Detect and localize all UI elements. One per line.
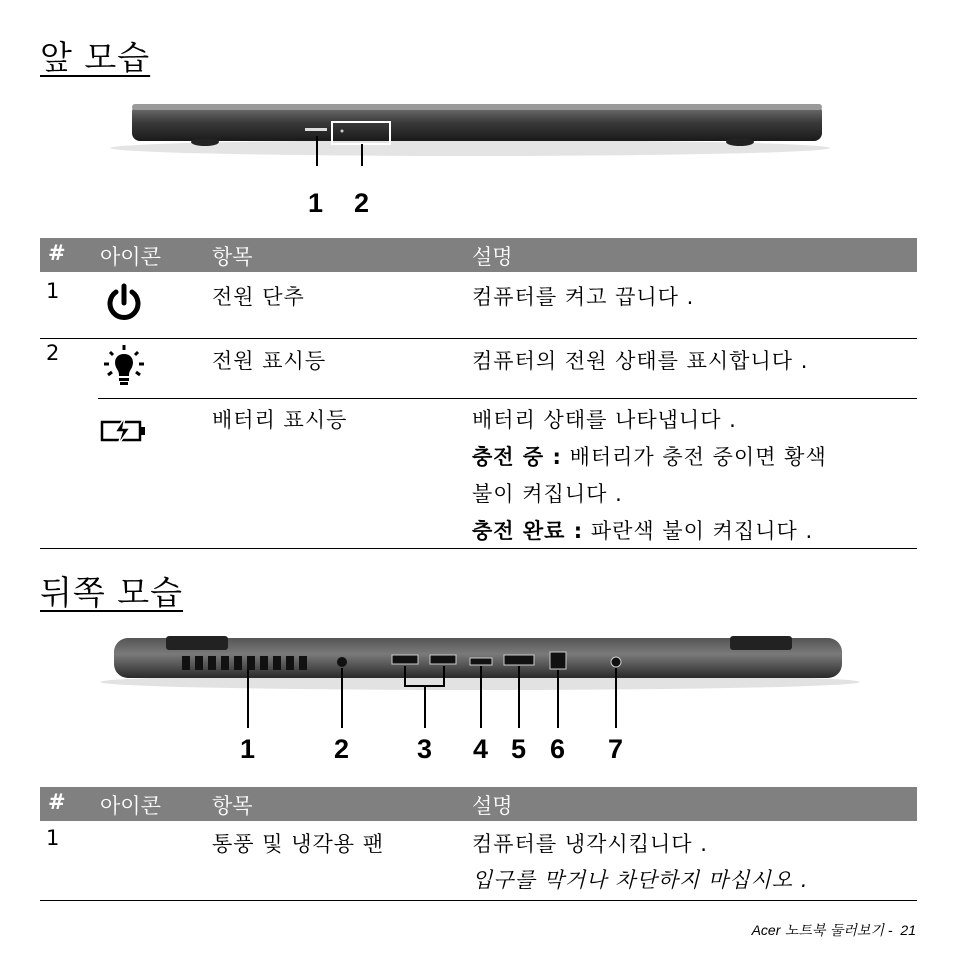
row-num: 1: [46, 826, 61, 850]
header-item: 항목: [212, 245, 253, 269]
rear-callout-2: 2: [334, 734, 350, 764]
complete-label: 충전 완료 :: [472, 519, 584, 543]
header-num: #: [48, 241, 66, 265]
rear-callout-4: 4: [473, 734, 489, 764]
row-item: 배터리 표시등: [212, 408, 348, 432]
row-divider: [98, 398, 917, 399]
header-desc: 설명: [472, 245, 513, 269]
laptop-front-illustration: [110, 96, 830, 166]
row-divider: [40, 338, 917, 339]
header-icon: 아이콘: [100, 794, 161, 818]
rear-view-heading: 뒤쪽 모습: [40, 573, 184, 612]
charging-text: 배터리가 충전 중이면 황색: [561, 445, 827, 469]
rear-table-header: [40, 787, 917, 821]
row-desc: 컴퓨터를 냉각시킵니다 .: [472, 832, 708, 856]
footer-sep: -: [883, 922, 897, 938]
row-desc: 배터리 상태를 나타냅니다 .: [472, 408, 737, 432]
row-item: 전원 표시등: [212, 349, 327, 373]
power-indicator-icon: [102, 344, 146, 388]
table-bottom-rule: [40, 900, 917, 901]
front-table-header: [40, 238, 917, 272]
row-warning: 입구를 막거나 차단하지 마십시오 .: [472, 868, 809, 892]
rear-callout-6: 6: [550, 734, 566, 764]
rear-callout-3: 3: [417, 734, 433, 764]
power-icon: [104, 283, 144, 323]
rear-callout-1: 1: [240, 734, 256, 764]
footer-title: 노트북 둘러보기: [784, 923, 884, 939]
charging-label: 충전 중 :: [472, 445, 562, 469]
header-icon: 아이콘: [100, 245, 161, 269]
rear-callout-7: 7: [608, 734, 624, 764]
row-desc: 컴퓨터의 전원 상태를 표시합니다 .: [472, 349, 809, 373]
header-item: 항목: [212, 794, 253, 818]
table-bottom-rule: [40, 548, 917, 549]
row-desc: 컴퓨터를 켜고 끕니다 .: [472, 285, 695, 309]
charging-note: [472, 441, 827, 471]
front-view-heading: 앞 모습: [40, 38, 151, 77]
complete-note: [472, 515, 813, 545]
footer-brand: Acer: [751, 922, 781, 938]
header-desc: 설명: [472, 794, 513, 818]
laptop-rear-illustration: [100, 628, 860, 740]
front-callout-1: 1: [308, 188, 324, 218]
page-number: 21: [900, 922, 916, 938]
battery-charging-icon: [100, 416, 148, 446]
rear-callout-5: 5: [511, 734, 527, 764]
page-footer: [752, 920, 916, 940]
header-num: #: [48, 790, 66, 814]
charging-text-2: 불이 켜집니다 .: [472, 482, 623, 506]
front-callout-2: 2: [354, 188, 370, 218]
complete-text: 파란색 불이 켜집니다 .: [583, 519, 814, 543]
row-item: 통풍 및 냉각용 팬: [212, 832, 385, 856]
row-num: 1: [46, 279, 61, 303]
row-item: 전원 단추: [212, 285, 305, 309]
row-num: 2: [46, 341, 61, 365]
